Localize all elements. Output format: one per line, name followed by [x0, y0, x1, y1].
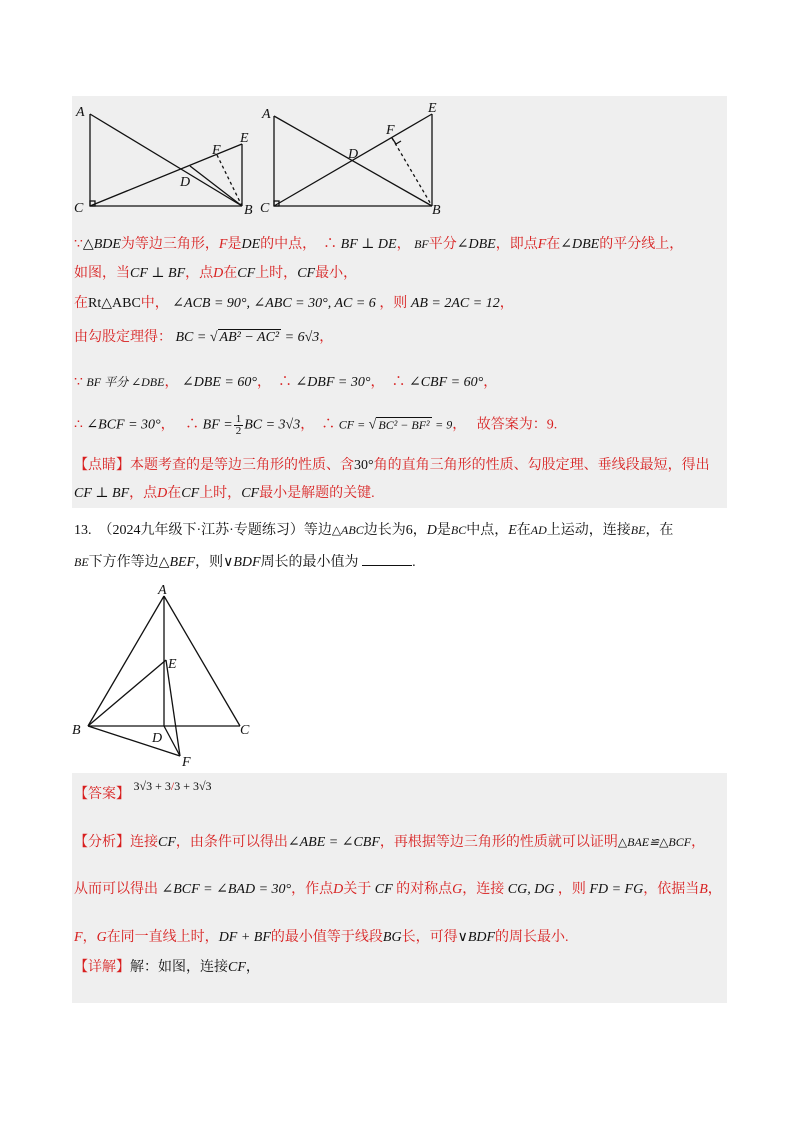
solution-line-1: ∵△BDE为等边三角形，F是DE的中点， ∴ BF ⊥ DE， BF平分∠DBE，即点F在∠DBE的平分线上， — [74, 237, 684, 252]
answer-line: 【答案】 3√3 + 3/3 + 3√3 — [74, 779, 212, 802]
label-B: B — [432, 203, 441, 216]
solution-line-6: ∴ ∠BCF = 30°， ∴ BF = $\frac{1}{2}$ BC = 3√3， ∴ CF = √ BC² − BF² = 9， 故答案为：9. — [74, 413, 558, 437]
label-C: C — [240, 723, 250, 738]
label-D: D — [180, 175, 191, 190]
analysis-line-2: 从而可以得出 ∠BCF = ∠BAD = 30°，作点D关于 CF 的对称点G，连接 CG, DG ，则 FD = FG，依据当B， — [74, 882, 722, 897]
label-B: B — [244, 203, 253, 216]
answer-blank — [362, 553, 412, 566]
label-C: C — [74, 201, 84, 216]
analysis-line-1: 【分析】连接CF，由条件可以得出∠ABE = ∠CBF，再根据等边三角形的性质就可以证明△BAE≌△BCF， — [74, 835, 706, 850]
solution-line-2: 如图，当CF ⊥ BF，点D在CF上时，CF最小， — [74, 266, 358, 281]
label-B: B — [72, 723, 81, 738]
comment-line-1: 【点睛】本题考查的是等边三角形的性质、含30°角的直角三角形的性质、勾股定理、垂线段最短，得出 — [74, 458, 710, 473]
label-F: F — [212, 143, 221, 158]
label-E: E — [240, 131, 249, 146]
question-line-1: 13. （2024九年级下·江苏·专题练习）等边△ABC边长为6，D是BC中点，E在AD上运动，连接BE，在 — [74, 523, 674, 538]
label-F: F — [182, 755, 191, 770]
label-D: D — [348, 147, 359, 162]
label-D: D — [152, 731, 163, 746]
label-F: F — [386, 123, 395, 138]
figure-left — [72, 100, 258, 216]
figure-q13 — [70, 580, 260, 775]
label-A: A — [158, 583, 167, 598]
label-C: C — [260, 201, 270, 216]
label-A: A — [76, 105, 85, 120]
solution-line-4: 由勾股定理得： BC = √ AB² − AC² = 6√3， — [74, 330, 334, 345]
question-line-2: BE下方作等边△BEF，则∨BDF周长的最小值为 . — [74, 555, 416, 570]
analysis-line-3: F，G在同一直线上时，DF + BF的最小值等于线段BG长，可得∨BDF的周长最小. — [74, 930, 569, 945]
label-A: A — [262, 107, 271, 122]
detail-line: 【详解】解：如图，连接CF， — [74, 960, 260, 975]
comment-line-2: CF ⊥ BF，点D在CF上时，CF最小是解题的关键. — [74, 486, 375, 501]
solution-line-3: 在Rt△ABC中， ∠ACB = 90°, ∠ABC = 30°, AC = 6 ，则 AB = 2AC = 12， — [74, 296, 514, 311]
label-E: E — [168, 657, 177, 672]
solution-line-5: ∵ BF 平分 ∠DBE， ∠DBE = 60°， ∴ ∠DBF = 30°， ∴ ∠CBF = 60°， — [74, 375, 498, 390]
label-E: E — [428, 101, 437, 116]
figure-right — [260, 100, 446, 216]
